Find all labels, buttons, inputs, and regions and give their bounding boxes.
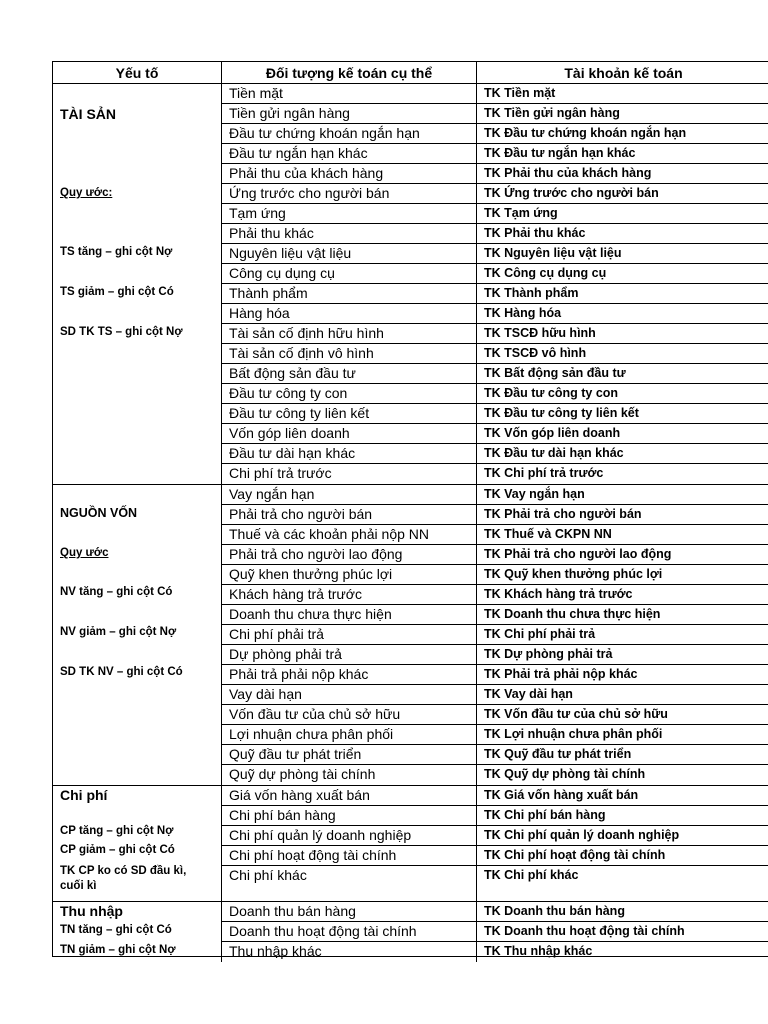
- account-cell: TK Phải trả cho người bán: [484, 507, 642, 521]
- object-cell: Vốn góp liên doanh: [222, 424, 477, 443]
- account-cell: TK Quỹ dự phòng tài chính: [484, 767, 646, 781]
- account-cell: TK Phải thu của khách hàng: [484, 166, 652, 180]
- table-row: [222, 384, 768, 404]
- account-cell: TK Chi phí khác: [484, 868, 579, 882]
- account-cell: TK Tiền gửi ngân hàng: [484, 106, 620, 120]
- account-cell: TK TSCĐ hữu hình: [484, 326, 596, 340]
- table-row: [222, 264, 768, 284]
- account-cell: TK Đầu tư ngắn hạn khác: [484, 146, 636, 160]
- account-cell: TK Chi phí hoạt động tài chính: [484, 848, 666, 862]
- object-cell: Chi phí trả trước: [222, 464, 477, 484]
- object-cell: Chi phí phải trả: [222, 625, 477, 644]
- object-cell: Quỹ khen thưởng phúc lợi: [222, 565, 477, 584]
- header-yeu-to: Yếu tố: [53, 62, 222, 83]
- table-row: [222, 806, 768, 826]
- header-tai-khoan: Tài khoản kế toán: [564, 64, 683, 81]
- table-row: [222, 705, 768, 725]
- account-cell: TK Đầu tư dài hạn khác: [484, 446, 624, 460]
- table-row: [222, 144, 768, 164]
- section-note: TN tăng – ghi cột Có: [60, 924, 172, 936]
- object-cell: Dự phòng phải trả: [222, 645, 477, 664]
- table-header: [53, 62, 768, 84]
- section-note: NV giảm – ghi cột Nợ: [60, 626, 177, 638]
- account-cell: TK Bất động sản đầu tư: [484, 366, 626, 380]
- table-row: [222, 565, 768, 585]
- account-cell: TK Vay ngắn hạn: [484, 487, 585, 501]
- table-row: [222, 104, 768, 124]
- account-cell: TK Tiền mặt: [484, 86, 556, 100]
- account-cell: TK Phải trả phải nộp khác: [484, 667, 638, 681]
- table-row: [222, 84, 768, 104]
- object-cell: Chi phí hoạt động tài chính: [222, 846, 477, 865]
- table-row: [222, 902, 768, 922]
- table-row: [222, 364, 768, 384]
- account-cell: TK Thành phẩm: [484, 286, 579, 300]
- account-cell: TK Thu nhập khác: [484, 944, 593, 958]
- object-cell: Vay ngắn hạn: [222, 485, 477, 504]
- section-note: NV tăng – ghi cột Có: [60, 586, 173, 598]
- section-rows: [222, 902, 768, 962]
- section-note: TS giảm – ghi cột Có: [60, 286, 174, 298]
- account-cell: TK TSCĐ vô hình: [484, 346, 587, 360]
- account-cell: TK Vốn đầu tư của chủ sở hữu: [484, 707, 668, 721]
- table-row: [222, 244, 768, 264]
- section-notes-label: Quy ước: [60, 547, 109, 559]
- section-rows: [222, 84, 768, 484]
- account-cell: TK Doanh thu hoạt động tài chính: [484, 924, 685, 938]
- object-cell: Công cụ dụng cụ: [222, 264, 477, 283]
- account-cell: TK Nguyên liệu vật liệu: [484, 246, 622, 260]
- object-cell: Nguyên liệu vật liệu: [222, 244, 477, 263]
- table-row: [222, 545, 768, 565]
- table-row: [222, 866, 768, 901]
- object-cell: Đầu tư ngắn hạn khác: [222, 144, 477, 163]
- account-cell: TK Khách hàng trả trước: [484, 587, 633, 601]
- section-tai-san: [53, 84, 768, 485]
- section-thu-nhap: [53, 902, 768, 962]
- object-cell: Phải thu của khách hàng: [222, 164, 477, 183]
- account-cell: TK Lợi nhuận chưa phân phối: [484, 727, 663, 741]
- section-title: NGUỒN VỐN: [60, 506, 138, 520]
- section-note: TK CP ko có SD đầu kì,: [60, 865, 187, 877]
- table-row: [222, 786, 768, 806]
- section-note: SD TK TS – ghi cột Nợ: [60, 326, 183, 338]
- table-row: [222, 745, 768, 765]
- section-rows: [222, 786, 768, 901]
- table-row: [222, 765, 768, 785]
- object-cell: Phải thu khác: [222, 224, 477, 243]
- table-row: [222, 124, 768, 144]
- object-cell: Tiền mặt: [222, 84, 477, 103]
- table-row: [222, 922, 768, 942]
- account-cell: TK Hàng hóa: [484, 306, 562, 320]
- account-cell: TK Giá vốn hàng xuất bán: [484, 788, 639, 802]
- object-cell: Tiền gửi ngân hàng: [222, 104, 477, 123]
- section-title: TÀI SẢN: [60, 106, 116, 122]
- account-cell: TK Quỹ đầu tư phát triển: [484, 747, 632, 761]
- table-row: [222, 625, 768, 645]
- object-cell: Thu nhập khác: [222, 942, 477, 962]
- section-note: cuối kì: [60, 880, 97, 892]
- header-doi-tuong: Đối tượng kế toán cụ thể: [222, 62, 477, 83]
- object-cell: Chi phí khác: [222, 866, 477, 901]
- object-cell: Doanh thu chưa thực hiện: [222, 605, 477, 624]
- account-cell: TK Tạm ứng: [484, 206, 558, 220]
- object-cell: Vay dài hạn: [222, 685, 477, 704]
- table-row: [222, 485, 768, 505]
- object-cell: Đầu tư công ty liên kết: [222, 404, 477, 423]
- section-title: Thu nhập: [60, 903, 123, 919]
- table-row: [222, 404, 768, 424]
- object-cell: Tạm ứng: [222, 204, 477, 223]
- section-rows: [222, 485, 768, 785]
- table-row: [222, 284, 768, 304]
- table-row: [222, 585, 768, 605]
- account-cell: TK Chi phí quản lý doanh nghiệp: [484, 828, 680, 842]
- table-row: [222, 725, 768, 745]
- table-row: [222, 164, 768, 184]
- section-note: TN giảm – ghi cột Nợ: [60, 944, 176, 956]
- table-row: [222, 424, 768, 444]
- object-cell: Vốn đầu tư của chủ sở hữu: [222, 705, 477, 724]
- object-cell: Thuế và các khoản phải nộp NN: [222, 525, 477, 544]
- object-cell: Thành phẩm: [222, 284, 477, 303]
- account-cell: TK Doanh thu chưa thực hiện: [484, 607, 661, 621]
- account-cell: TK Công cụ dụng cụ: [484, 266, 607, 280]
- table-row: [222, 444, 768, 464]
- object-cell: Doanh thu bán hàng: [222, 902, 477, 921]
- object-cell: Phải trả phải nộp khác: [222, 665, 477, 684]
- table-row: [222, 344, 768, 364]
- accounting-table: [52, 61, 768, 957]
- object-cell: Quỹ đầu tư phát triển: [222, 745, 477, 764]
- table-row: [222, 224, 768, 244]
- object-cell: Tài sản cố định vô hình: [222, 344, 477, 363]
- object-cell: Bất động sản đầu tư: [222, 364, 477, 383]
- table-row: [222, 685, 768, 705]
- section-note: CP tăng – ghi cột Nợ: [60, 825, 174, 837]
- section-notes-label: Quy ước:: [60, 187, 113, 199]
- table-row: [222, 605, 768, 625]
- object-cell: Chi phí quản lý doanh nghiệp: [222, 826, 477, 845]
- object-cell: Giá vốn hàng xuất bán: [222, 786, 477, 805]
- account-cell: TK Đầu tư công ty con: [484, 386, 619, 400]
- section-note: TS tăng – ghi cột Nợ: [60, 246, 173, 258]
- account-cell: TK Đầu tư chứng khoán ngắn hạn: [484, 126, 687, 140]
- table-row: [222, 324, 768, 344]
- table-row: [222, 942, 768, 962]
- account-cell: TK Vay dài hạn: [484, 687, 573, 701]
- object-cell: Ứng trước cho người bán: [222, 184, 477, 203]
- account-cell: TK Chi phí bán hàng: [484, 808, 606, 822]
- object-cell: Tài sản cố định hữu hình: [222, 324, 477, 343]
- section-title: Chi phí: [60, 787, 108, 803]
- object-cell: Chi phí bán hàng: [222, 806, 477, 825]
- section-note: SD TK NV – ghi cột Có: [60, 666, 183, 678]
- section-label-cell: [53, 902, 222, 962]
- object-cell: Phải trả cho người lao động: [222, 545, 477, 564]
- account-cell: TK Phải thu khác: [484, 226, 586, 240]
- table-row: [222, 204, 768, 224]
- section-label-cell: [53, 485, 222, 785]
- account-cell: TK Chi phí trả trước: [484, 466, 604, 480]
- object-cell: Lợi nhuận chưa phân phối: [222, 725, 477, 744]
- table-row: [222, 826, 768, 846]
- section-note: CP giảm – ghi cột Có: [60, 844, 175, 856]
- table-row: [222, 304, 768, 324]
- account-cell: TK Đầu tư công ty liên kết: [484, 406, 639, 420]
- object-cell: Khách hàng trả trước: [222, 585, 477, 604]
- section-nguon-von: [53, 485, 768, 786]
- object-cell: Đầu tư dài hạn khác: [222, 444, 477, 463]
- account-cell: TK Chi phí phải trả: [484, 627, 596, 641]
- table-row: [222, 645, 768, 665]
- account-cell: TK Doanh thu bán hàng: [484, 904, 625, 918]
- object-cell: Quỹ dự phòng tài chính: [222, 765, 477, 785]
- account-cell: TK Phải trả cho người lao động: [484, 547, 672, 561]
- account-cell: TK Thuế và CKPN NN: [484, 527, 612, 541]
- object-cell: Doanh thu hoạt động tài chính: [222, 922, 477, 941]
- table-row: [222, 464, 768, 484]
- section-label-cell: [53, 786, 222, 901]
- object-cell: Phải trả cho người bán: [222, 505, 477, 524]
- table-row: [222, 525, 768, 545]
- table-row: [222, 505, 768, 525]
- object-cell: Đầu tư công ty con: [222, 384, 477, 403]
- account-cell: TK Quỹ khen thưởng phúc lợi: [484, 567, 663, 581]
- account-cell: TK Dự phòng phải trả: [484, 647, 613, 661]
- account-cell: TK Vốn góp liên doanh: [484, 426, 621, 440]
- table-row: [222, 665, 768, 685]
- table-row: [222, 184, 768, 204]
- table-row: [222, 846, 768, 866]
- account-cell: TK Ứng trước cho người bán: [484, 186, 659, 200]
- section-label-cell: [53, 84, 222, 484]
- section-chi-phi: [53, 786, 768, 902]
- object-cell: Hàng hóa: [222, 304, 477, 323]
- object-cell: Đầu tư chứng khoán ngắn hạn: [222, 124, 477, 143]
